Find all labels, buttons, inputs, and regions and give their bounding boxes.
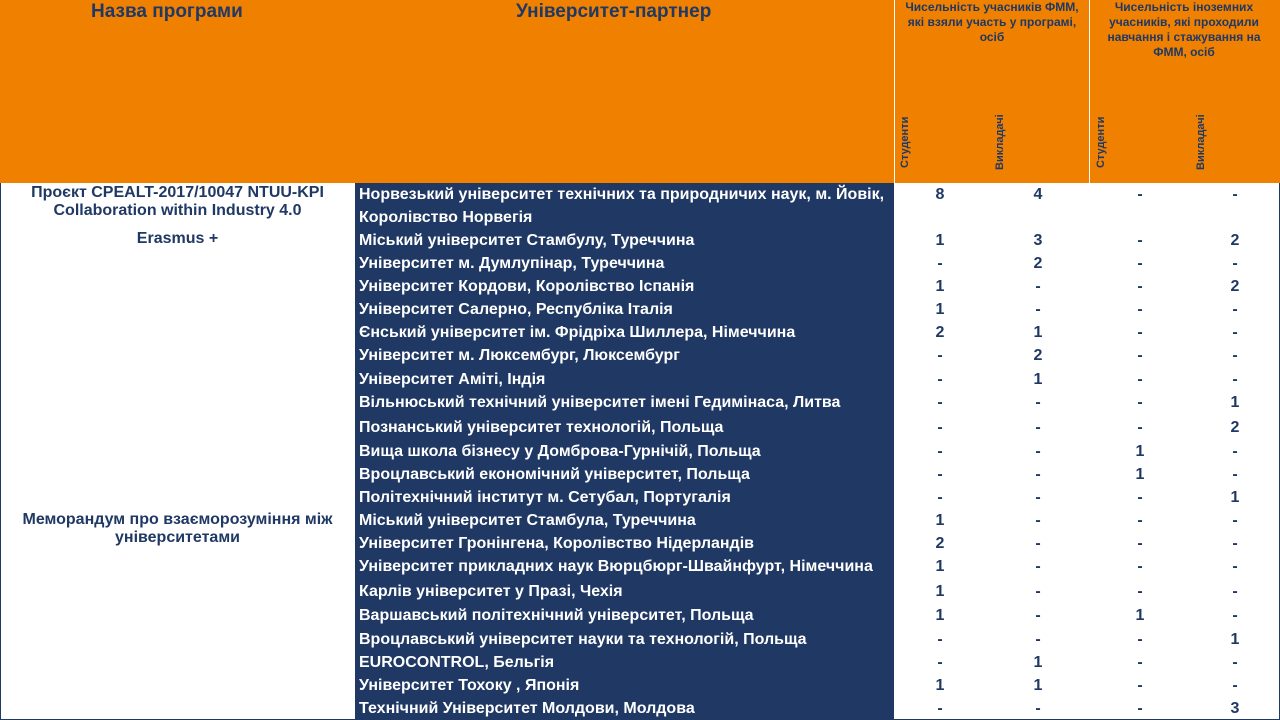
teachers-fmm-value: -	[1035, 607, 1041, 624]
students-foreign-value: -	[1137, 186, 1143, 203]
students-foreign-value: -	[1137, 489, 1143, 506]
teachers-fmm-value: -	[1035, 278, 1041, 295]
column-group-fmm-participants: Чисельність учасників ФММ, які взяли участь у програмі, осіб	[905, 0, 1079, 44]
teachers-fmm-value: 3	[1033, 232, 1043, 249]
students-fmm-value: -	[937, 394, 943, 411]
teachers-foreign-value: 2	[1230, 419, 1240, 436]
students-fmm-value: 1	[935, 607, 945, 624]
partner-name: Норвезький університет технічних та природничих наук, м. Йовік, Королівство Норвегія	[359, 186, 885, 226]
students-foreign-value: -	[1137, 232, 1143, 249]
teachers-fmm-value: 2	[1033, 347, 1043, 364]
subheader-students-foreign: Студенти	[1095, 116, 1107, 168]
teachers-foreign-value: -	[1232, 512, 1238, 529]
partner-name: Міський університет Стамбулу, Туреччина	[359, 232, 695, 249]
teachers-fmm-value: -	[1035, 558, 1041, 575]
students-fmm-value: -	[937, 371, 943, 388]
partner-name: Вища школа бізнесу у Домброва-Гурнічій, Польща	[359, 443, 761, 460]
students-fmm-value: -	[937, 443, 943, 460]
students-fmm-value: -	[937, 255, 943, 272]
partner-name: Вроцлавський університет науки та технологій, Польща	[359, 631, 807, 648]
teachers-foreign-value: -	[1232, 255, 1238, 272]
teachers-foreign-value: -	[1232, 583, 1238, 600]
students-foreign-value: -	[1137, 278, 1143, 295]
teachers-fmm-value: -	[1035, 301, 1041, 318]
students-foreign-value: 1	[1135, 607, 1145, 624]
column-header-program: Назва програми	[91, 1, 243, 22]
students-foreign-value: -	[1137, 255, 1143, 272]
teachers-foreign-value: -	[1232, 443, 1238, 460]
column-group-foreign-participants: Чисельність іноземних учасників, які проходили навчання і стажування на ФММ, осіб	[1107, 0, 1261, 59]
partner-name: Університет м. Думлупінар, Туреччина	[359, 255, 665, 272]
teachers-fmm-value: -	[1035, 489, 1041, 506]
students-fmm-value: 1	[935, 512, 945, 529]
teachers-foreign-value: 3	[1230, 700, 1240, 717]
partner-name: Університет Тохоку , Японія	[359, 677, 580, 694]
students-fmm-value: -	[937, 466, 943, 483]
program-name-erasmus: Erasmus +	[136, 230, 219, 247]
teachers-fmm-value: -	[1035, 419, 1041, 436]
teachers-foreign-value: -	[1232, 607, 1238, 624]
partner-name: Єнський університет ім. Фрідріха Шиллера, Німеччина	[359, 324, 796, 341]
table-border-left	[0, 183, 1, 720]
teachers-foreign-value: -	[1232, 654, 1238, 671]
teachers-fmm-value: -	[1035, 443, 1041, 460]
students-fmm-value: 1	[935, 232, 945, 249]
partner-name: Вроцлавський економічний університет, Польща	[359, 466, 750, 483]
students-foreign-value: -	[1137, 347, 1143, 364]
students-fmm-value: -	[937, 631, 943, 648]
students-fmm-value: -	[937, 654, 943, 671]
students-fmm-value: -	[937, 347, 943, 364]
students-foreign-value: -	[1137, 371, 1143, 388]
teachers-fmm-value: 1	[1033, 654, 1043, 671]
students-foreign-value: 1	[1135, 466, 1145, 483]
teachers-fmm-value: 1	[1033, 324, 1043, 341]
subheader-teachers-foreign: Викладачі	[1195, 114, 1207, 170]
teachers-foreign-value: -	[1232, 186, 1238, 203]
partner-name: EUROCONTROL, Бельгія	[359, 654, 555, 671]
teachers-foreign-value: -	[1232, 535, 1238, 552]
subheader-teachers-fmm: Викладачі	[994, 114, 1006, 170]
students-fmm-value: -	[937, 489, 943, 506]
table-header	[0, 0, 1280, 183]
teachers-foreign-value: 2	[1230, 232, 1240, 249]
students-fmm-value: 2	[935, 324, 945, 341]
teachers-fmm-value: 1	[1033, 677, 1043, 694]
partner-name: Карлів університет у Празі, Чехія	[359, 583, 623, 600]
teachers-fmm-value: -	[1035, 631, 1041, 648]
teachers-fmm-value: -	[1035, 583, 1041, 600]
students-foreign-value: -	[1137, 301, 1143, 318]
teachers-foreign-value: -	[1232, 558, 1238, 575]
students-foreign-value: -	[1137, 558, 1143, 575]
students-foreign-value: -	[1137, 700, 1143, 717]
students-foreign-value: -	[1137, 324, 1143, 341]
students-fmm-value: 1	[935, 583, 945, 600]
partner-name: Технічний Університет Молдови, Молдова	[359, 700, 695, 717]
column-header-partner: Університет-партнер	[516, 1, 712, 22]
partner-name: Університет Салерно, Республіка Італія	[359, 301, 673, 318]
header-divider	[894, 0, 895, 183]
teachers-fmm-value: -	[1035, 700, 1041, 717]
teachers-foreign-value: -	[1232, 324, 1238, 341]
teachers-fmm-value: -	[1035, 512, 1041, 529]
teachers-fmm-value: 1	[1033, 371, 1043, 388]
teachers-fmm-value: -	[1035, 394, 1041, 411]
teachers-foreign-value: -	[1232, 371, 1238, 388]
students-fmm-value: 1	[935, 278, 945, 295]
teachers-foreign-value: 1	[1230, 394, 1240, 411]
partner-name: Вільнюський технічний університет імені Гедимінаса, Литва	[359, 394, 841, 411]
students-fmm-value: 1	[935, 677, 945, 694]
students-fmm-value: 1	[935, 558, 945, 575]
program-name-cpealt: Проєкт CPEALT-2017/10047 NTUU-KPI Collaboration within Industry 4.0	[31, 184, 324, 219]
students-foreign-value: -	[1137, 677, 1143, 694]
partner-name: Познанський університет технологій, Польща	[359, 419, 724, 436]
teachers-foreign-value: -	[1232, 347, 1238, 364]
students-fmm-value: 2	[935, 535, 945, 552]
teachers-fmm-value: -	[1035, 535, 1041, 552]
teachers-foreign-value: -	[1232, 677, 1238, 694]
students-foreign-value: -	[1137, 419, 1143, 436]
students-fmm-value: 8	[935, 186, 945, 203]
students-foreign-value: -	[1137, 535, 1143, 552]
teachers-foreign-value: 1	[1230, 631, 1240, 648]
students-foreign-value: -	[1137, 394, 1143, 411]
partner-name: Політехнічний інститут м. Сетубал, Португалія	[359, 489, 731, 506]
teachers-foreign-value: -	[1232, 301, 1238, 318]
partner-name: Університет Кордови, Королівство Іспанія	[359, 278, 695, 295]
students-foreign-value: -	[1137, 512, 1143, 529]
students-fmm-value: 1	[935, 301, 945, 318]
subheader-students-fmm: Студенти	[899, 116, 911, 168]
partner-name: Університет Гронінгена, Королівство Нідерландів	[359, 535, 754, 552]
students-foreign-value: -	[1137, 631, 1143, 648]
partner-name: Міський університет Стамбула, Туреччина	[359, 512, 696, 529]
teachers-fmm-value: 4	[1033, 186, 1043, 203]
teachers-fmm-value: 2	[1033, 255, 1043, 272]
partner-name: Університет м. Люксембург, Люксембург	[359, 347, 680, 364]
header-divider	[1089, 0, 1090, 183]
students-fmm-value: -	[937, 700, 943, 717]
teachers-fmm-value: -	[1035, 466, 1041, 483]
teachers-foreign-value: -	[1232, 466, 1238, 483]
students-foreign-value: -	[1137, 654, 1143, 671]
teachers-foreign-value: 1	[1230, 489, 1240, 506]
teachers-foreign-value: 2	[1230, 278, 1240, 295]
students-foreign-value: 1	[1135, 443, 1145, 460]
students-fmm-value: -	[937, 419, 943, 436]
partner-name: Університет Аміті, Індія	[359, 371, 546, 388]
program-name-memorandum: Меморандум про взаєморозуміння між університетами	[22, 511, 333, 546]
partner-name: Університет прикладних наук Вюрцбюрг-Швайнфурт, Німеччина	[359, 558, 873, 575]
partner-name: Варшавський політехнічний університет, Польща	[359, 607, 754, 624]
students-foreign-value: -	[1137, 583, 1143, 600]
